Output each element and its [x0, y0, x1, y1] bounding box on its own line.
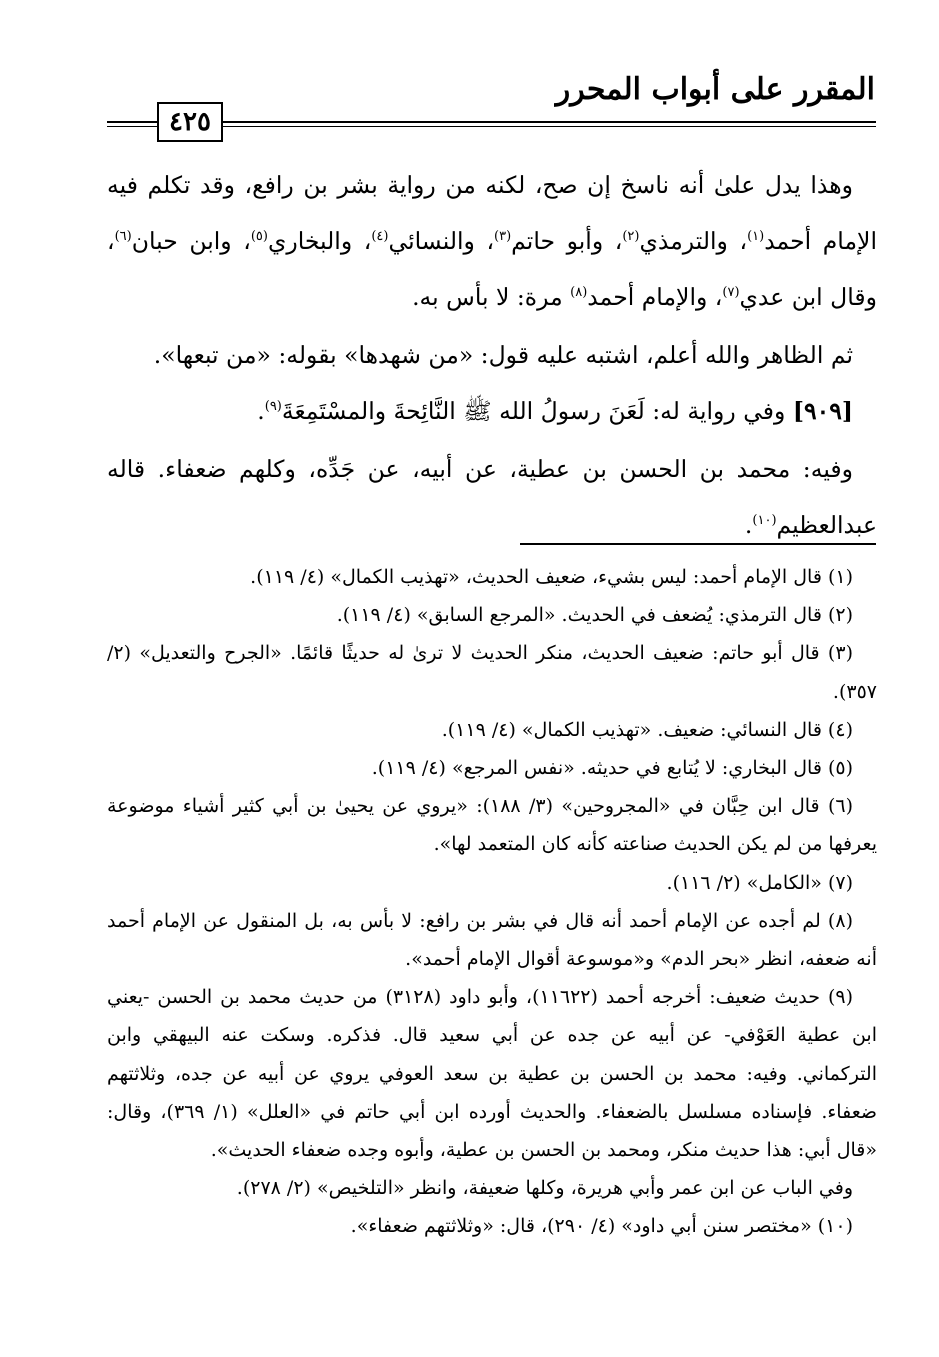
- text-run: وفي رواية له: لَعَنَ رسولُ الله ﷺ النَّائِحةَ والمسْتَمِعَةَ: [281, 397, 793, 425]
- footnote-ref: (٣): [494, 229, 512, 245]
- footnote: (٥) قال البخاري: لا يُتابع في حديثه. «نفس المرجع» (٤/ ١١٩).: [371, 757, 853, 780]
- footnote-ref: (١٠): [752, 513, 777, 529]
- hadith-paragraph: [107, 383, 877, 439]
- text-run: وفيه: محمد بن الحسن بن عطية، عن أبيه، عن جَدِّه، وكلهم ضعفاء. قاله عبدالعظيم: [107, 455, 877, 539]
- paragraph: [107, 441, 877, 553]
- footnotes: [107, 558, 877, 1246]
- footnote: (٢) قال الترمذي: يُضعف في الحديث. «المرجع السابق» (٤/ ١١٩).: [336, 604, 853, 627]
- footnote: (٩) حديث ضعيف: أخرجه أحمد (١١٦٢٢)، وأبو داود (٣١٢٨) من حديث محمد بن الحسن -يعني ابن عطية العَوْفي- عن أبيه عن جده عن أبي سعيد قال. فذكره. وسكت عنه البيهقي وابن التركماني. وفيه: محمد بن الحسن بن عطية بن سعد العوفي يروي عن أبيه عن جده، وثلاثتهم ضعفاء. فإسناده مسلسل بالضعفاء. والحديث أورده ابن أبي حاتم في «العلل» (١/ ٣٦٩)، وقال: «قال أبي: هذا حديث منكر، ومحمد بن الحسن بن عطية، وأبوه وجده ضعفاء الحديث».: [107, 986, 877, 1162]
- footnote-ref: (٤): [371, 229, 389, 245]
- text-run: .: [744, 511, 753, 539]
- text-run: ، والبخاري: [267, 227, 372, 255]
- footnote-ref: (٦): [114, 229, 132, 245]
- text-run: مرة: لا بأس به.: [412, 283, 571, 311]
- paragraph: ثم الظاهر والله أعلم، اشتبه عليه قول: «من شهدها» بقوله: «من تبعها».: [153, 341, 853, 369]
- footnote-ref: (٧): [722, 285, 740, 301]
- text-run: .: [257, 397, 265, 425]
- text-run: ، والإمام أحمد: [587, 283, 723, 311]
- footnote: (٤) قال النسائي: ضعيف. «تهذيب الكمال» (٤/ ١١٩).: [441, 718, 853, 741]
- footnote: (٦) قال ابن حِبَّان في «المجروحين» (٣/ ١٨٨): «يروي عن يحيىٰ بن أبي كثير أشياء موضوعة يعرفها من لم يكن الحديث صناعته كأنه كان المتعمد لها».: [107, 795, 877, 856]
- text-run: ، والترمذي: [639, 227, 748, 255]
- text-run: ، وابن حبان: [131, 227, 251, 255]
- footnote-ref: (٢): [622, 229, 640, 245]
- text-run: ، وأبو حاتم: [511, 227, 623, 255]
- footnote: (١) قال الإمام أحمد: ليس بشيء، ضعيف الحديث، «تهذيب الكمال» (٤/ ١١٩).: [250, 566, 853, 588]
- hadith-number: [٩٠٩]: [792, 397, 853, 425]
- footnote-separator: [520, 543, 876, 545]
- text-run: ، والنسائي: [388, 227, 495, 255]
- text-run: وهذا يدل علىٰ أنه ناسخ إن صح، لكنه من رواية بشر بن رافع، وقد تكلم فيه الإمام أحمد: [107, 171, 877, 255]
- footnote-ref: (٨): [570, 285, 588, 301]
- footnote: (١٠) «مختصر سنن أبي داود» (٤/ ٢٩٠)، قال: «وثلاثتهم ضعفاء».: [350, 1215, 853, 1238]
- footnote-ref: (٩): [264, 399, 282, 415]
- footnote: (٨) لم أجده عن الإمام أحمد أنه قال في بشر بن رافع: لا بأس به، بل المنقول عن الإمام أحمد أنه ضعفه، انظر «بحر الدم» و«موسوعة أقوال الإمام أحمد».: [107, 909, 877, 971]
- footnote: (٣) قال أبو حاتم: ضعيف الحديث، منكر الحديث لا ترىٰ له حديثًا قائمًا. «الجرح والتعديل» (٢/ ٣٥٧).: [107, 642, 877, 703]
- main-text: [107, 157, 877, 553]
- paragraph: [107, 157, 877, 325]
- running-title: المقرر على أبواب المحرر: [555, 72, 875, 107]
- footnote: وفي الباب عن ابن عمر وأبي هريرة، وكلها ضعيفة، وانظر «التلخيص» (٢/ ٢٧٨).: [236, 1177, 853, 1200]
- footnote-ref: (١): [747, 229, 765, 245]
- footnote: (٧) «الكامل» (٢/ ١١٦).: [666, 871, 853, 894]
- text-run: ، وقال ابن عدي: [107, 227, 877, 311]
- footnote-ref: (٥): [250, 229, 268, 245]
- page-number: ٤٢٥: [157, 102, 223, 142]
